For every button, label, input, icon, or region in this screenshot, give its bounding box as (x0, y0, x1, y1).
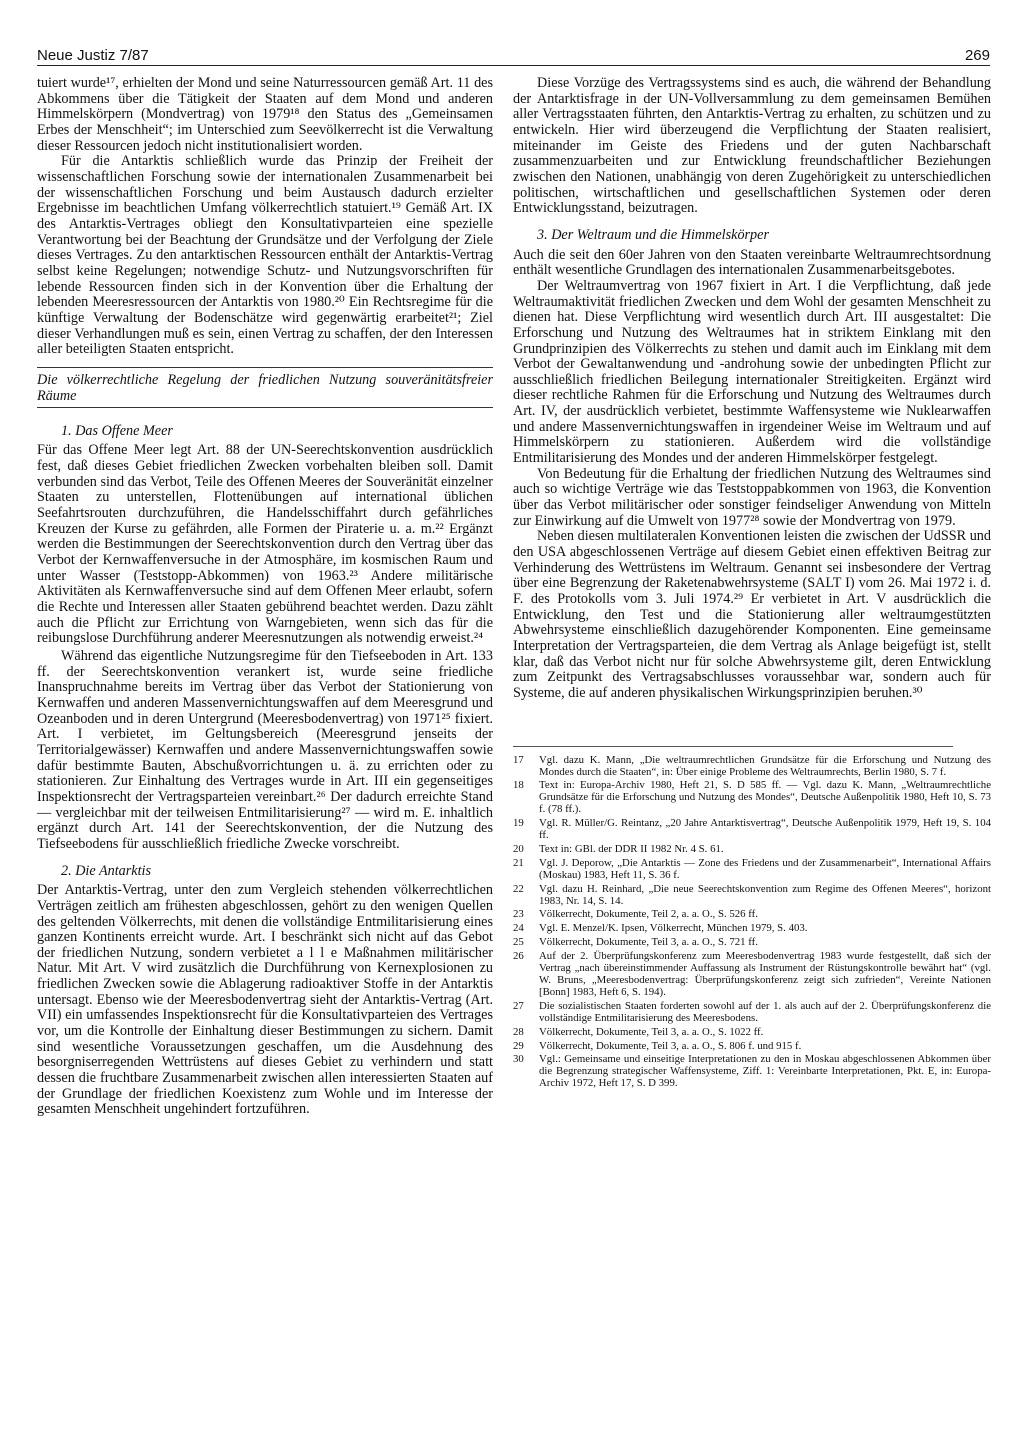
paragraph: Für die Antarktis schließlich wurde das Prinzip der Freiheit der wissenschaftlichen Forschung sowie der internationalen Zusammenarbeit bei der wissenschaftlichen Forschung und beim Austausch dadurch erzielter Ergebnisse im beachtlichen Umfang völkerrechtlich statuiert.¹⁹ Gemäß Art. IX des Antarktis-Vertrages obliegt den Konsultativparteien eine spezielle Verantwortung bei der Beachtung der Grundsätze und der Verfolgung der Ziele dieses Vertrages. Zu den antarktischen Ressourcen enthält der Antarktis-Vertrag selbst keine Regelungen; notwendige Schutz- und Nutzungsvorschriften für lebende Ressourcen finden sich in der Konvention über die Erhaltung der lebenden Meeresressourcen der Antarktis von 1980.²⁰ Ein Rechtsregime für die künftige Verwaltung der Bodenschätze wird gegenwärtig erarbeitet²¹; Ziel dieser Verhandlungen muß es sein, einen Vertrag zu schaffen, der den Interessen aller beteiligten Staaten entspricht. (37, 153, 493, 358)
footnote-number: 24 (513, 922, 524, 935)
footnote-number: 26 (513, 950, 524, 963)
footnote (513, 818, 991, 842)
paragraph: Während das eigentliche Nutzungsregime für den Tiefseeboden in Art. 133 ff. der Seerechtskonvention verankert ist, wurde seine friedliche Inanspruchnahme bereits im Vertrag über das Verbot der Stationierung von Kernwaffen und anderen Massenvernichtungswaffen auf dem Meeresgrund und Ozeanboden und in deren Untergrund (Meeresbodenvertrag) von 1971²⁵ fixiert. Art. I verbietet, im Geltungsbereich (Meeresgrund jenseits der Territorialgewässer) Kernwaffen und andere Massenvernichtungswaffen sowie dafür bestimmte Bauten, Abschußvorrichtungen u. ä. zu errichten oder zu stationieren. Zur Einhaltung des Vertrages wurde in Art. III ein gegenseitiges Inspektionsrecht der Vertragsparteien vereinbart.²⁶ Der dadurch erreichte Stand — vergleichbar mit der teilweisen Entmilitarisierung²⁷ — wird m. E. inhaltlich ergänzt durch Art. 141 der Seerechtskonvention, der die Nutzung des Tiefseebodens für ausschließlich friedliche Zwecke vorschreibt. (37, 648, 493, 852)
footnote-number: 18 (513, 779, 524, 792)
footnote-number: 27 (513, 999, 524, 1012)
section-heading: Die völkerrechtliche Regelung der friedlichen Nutzung souveränitätsfreier Räume (37, 367, 493, 408)
footnote (513, 937, 991, 949)
footnote-number: 17 (513, 753, 524, 766)
footnote-number: 28 (513, 1025, 524, 1038)
footnote-number: 19 (513, 817, 524, 830)
footnote-text: Auf der 2. Überprüfungskonferenz zum Meeresbodenvertrag 1983 wurde festgestellt, daß sich der Vertrag „nach übereinstimmender Auffassung als Instrument der Rüstungskontrolle bewährt hat“ (vgl. W. Bruns, „Meeresbodenvertrag: Überprüfungskonferenz zeigt sich zufrieden“, Vereinte Nationen [Bonn] 1983, Heft 6, S. 194). (539, 950, 991, 998)
paragraph: Neben diesen multilateralen Konventionen leisten die zwischen der UdSSR und den USA abgeschlossenen Verträge auf diesem Gebiet einen effektiven Beitrag zur Verhinderung des Wettrüstens im Weltraum. Genannt sei insbesondere der Vertrag über eine Begrenzung der Raketenabwehrsysteme (SALT I) vom 26. Mai 1972 i. d. F. des Protokolls vom 3. Juli 1974.²⁹ Er verbietet in Art. V ausdrücklich die Entwicklung, den Test und die Stationierung aller weltraumgestützten Abwehrsysteme einschließlich dazugehörender Komponenten. Eine gemeinsame Interpretation der Vertragsparteien, die dem Vertrag als Anlage beigefügt ist, stellt klar, daß das Verbot nicht nur für solche Abwehrsysteme gilt, deren Entwicklung zum Zeitpunkt des Vertragsabschlusses voraussehbar war, sondern auch für Systeme, die auf anderen physikalischen Wirkungsprinzipien beruhen.³⁰ (513, 528, 991, 701)
footnote (513, 951, 991, 999)
footnote-rule (513, 746, 953, 747)
header-rule (37, 65, 990, 66)
footnote (513, 755, 991, 779)
footnote-text: Völkerrecht, Dokumente, Teil 3, a. a. O., S. 1022 ff. (539, 1025, 764, 1038)
footnote-text: Völkerrecht, Dokumente, Teil 3, a. a. O., S. 806 f. und 915 f. (539, 1039, 802, 1052)
footnote-text: Text in: GBl. der DDR II 1982 Nr. 4 S. 61. (539, 842, 724, 855)
footnote-number: 22 (513, 882, 524, 895)
paragraph: Auch die seit den 60er Jahren von den Staaten vereinbarte Weltraumrechtsordnung enthält wesentliche Grundlagen des internationalen Zusammenarbeitsgebotes. (513, 246, 991, 279)
footnote (513, 923, 991, 935)
footnote-text: Völkerrecht, Dokumente, Teil 2, a. a. O., S. 526 ff. (539, 908, 758, 921)
footnote-number: 25 (513, 936, 524, 949)
paragraph: Für das Offene Meer legt Art. 88 der UN-Seerechtskonvention ausdrücklich fest, daß dieses Gebiet friedlichen Zwecken vorbehalten bleiben soll. Damit verbunden sind das Verbot, Teile des Offenen Meeres der Souveränität einzelner Staaten zu unterstellen, Flottenübungen auf international üblichen Seefahrtsrouten durchzuführen, die Handelsschiffahrt durch gefährliches Kreuzen der Kurse zu gefährden, alle Formen der Piraterie u. a. m.²² Ergänzt werden die Bestimmungen der Seerechtskonvention durch den Vertrag über das Verbot der Kernwaffenversuche in der Atmosphäre, im kosmischen Raum und unter Wasser (Teststopp-Abkommen) von 1963.²³ Andere militärische Aktivitäten als Kernwaffenversuche sind auf dem Offenen Meer erlaubt, sofern die Rechte und Interessen aller Staaten gebührend beachtet werden. Dazu zählt auch die Pflicht zur Errichtung von Warngebieten, wenn sich das für die reibungslose Durchführung anderer Meeresnutzungen als notwendig erweist.²⁴ (37, 442, 493, 647)
footnote-text: Die sozialistischen Staaten forderten sowohl auf der 1. als auch auf der 2. Überprüfungskonferenz die vollständige Entmilitarisierung des Meeresbodens. (539, 999, 991, 1024)
page-number: 269 (964, 47, 990, 64)
footnote-number: 30 (513, 1053, 524, 1066)
footnote-text: Völkerrecht, Dokumente, Teil 3, a. a. O., S. 721 ff. (539, 936, 758, 949)
footnote-text: Vgl.: Gemeinsame und einseitige Interpretationen zu den in Moskau abgeschlossenen Abkommen über die Begrenzung strategischer Waffensysteme, Ziff. 1: Vereinbarte Interpretationen, Pkt. E, in: Europa-Archiv 1972, Heft 17, S. D 399. (539, 1053, 991, 1090)
footnote (513, 884, 991, 908)
footnote-number: 21 (513, 856, 524, 869)
footnote-text: Vgl. J. Deporow, „Die Antarktis — Zone des Friedens und der Zusammenarbeit“, International Affairs (Moskau) 1983, Heft 11, S. 36 f. (539, 856, 991, 881)
footnote (513, 1054, 991, 1090)
footnote (513, 858, 991, 882)
footnotes (513, 755, 991, 1091)
subheading: 3. Der Weltraum und die Himmelskörper (537, 226, 769, 243)
footnote-number: 23 (513, 908, 524, 921)
footnote-text: Vgl. dazu H. Reinhard, „Die neue Seerechtskonvention zum Regime des Offenen Meeres“, horizont 1983, Nr. 14, S. 14. (539, 882, 991, 907)
footnote (513, 844, 991, 856)
footnote (513, 909, 991, 921)
footnote-text: Vgl. R. Müller/G. Reintanz, „20 Jahre Antarktisvertrag“, Deutsche Außenpolitik 1979, Heft 19, S. 104 ff. (539, 817, 991, 842)
subheading: 1. Das Offene Meer (61, 422, 173, 439)
paragraph: tuiert wurde¹⁷, erhielten der Mond und seine Naturressourcen gemäß Art. 11 des Abkommens über die Tätigkeit der Staaten auf dem Mond und anderen Himmelskörpern (Mondvertrag) von 1979¹⁸ den Status des „Gemeinsamen Erbes der Menschheit“; im Unterschied zum Seevölkerrecht ist die Verwaltung dieser Ressourcen jedoch nicht institutionalisiert worden. (37, 75, 493, 154)
footnote (513, 1001, 991, 1025)
page-header (37, 47, 990, 67)
footnote-number: 20 (513, 842, 524, 855)
paragraph: Der Weltraumvertrag von 1967 fixiert in Art. I die Verpflichtung, daß jede Weltraumaktivität friedlichen Zwecken und dem Wohl der gesamten Menschheit zu dienen hat. Diese Verpflichtung wird wesentlich durch Art. III ausgestaltet: Die Erforschung und Nutzung des Weltraumes hat in striktem Einklang mit den Grundprinzipien des Völkerrechts zu stehen und damit auch im Einklang mit dem Verbot der Gewaltanwendung und -androhung sowie der unbedingten Pflicht zur ausschließlich friedlichen Beilegung internationaler Streitigkeiten. Ergänzt wird dieser rechtliche Rahmen für die Erforschung und Nutzung des Weltraumes durch Art. IV, der ausdrücklich verbietet, bestimmte Waffensysteme wie Nuklearwaffen und andere Massenvernichtungswaffen in irgendeiner Weise im Weltraum und auf Himmelskörpern zu stationieren. Außerdem wird die vollständige Entmilitarisierung des Mondes und der anderen Himmelskörper festgelegt. (513, 277, 991, 467)
footnote (513, 780, 991, 816)
footnote (513, 1041, 991, 1053)
journal-title: Neue Justiz 7/87 (37, 47, 149, 64)
footnote-number: 29 (513, 1039, 524, 1052)
left-column (37, 76, 493, 1118)
paragraph: Von Bedeutung für die Erhaltung der friedlichen Nutzung des Weltraumes sind auch so wichtige Verträge wie das Teststoppabkommen von 1963, die Konvention über das Verbot militärischer oder sonstiger feindseliger Anwendung von Mitteln zur Einwirkung auf die Umwelt von 1977²⁸ sowie der Mondvertrag von 1979. (513, 465, 991, 529)
footnote-text: Text in: Europa-Archiv 1980, Heft 21, S. D 585 ff. — Vgl. dazu K. Mann, „Weltraumrechtliche Grundsätze für die Erforschung und Nutzung des Mondes“, Deutsche Außenpolitik 1980, Heft 10, S. 73 f. (78 ff.). (539, 779, 991, 816)
footnote-text: Vgl. E. Menzel/K. Ipsen, Völkerrecht, München 1979, S. 403. (539, 922, 808, 935)
paragraph: Diese Vorzüge des Vertragssystems sind es auch, die während der Behandlung der Antarktisfrage in der UN-Vollversammlung zu dem gemeinsamen Bemühen aller Vertragsstaaten führten, den Antarktis-Vertrag zu erhalten, zu schützen und zu entwickeln. Hier wird überzeugend die Verpflichtung der Staaten realisiert, miteinander im Geiste des Friedens und der guten Nachbarschaft zusammenzuarbeiten und zur Entwicklung freundschaftlicher Beziehungen zwischen den Nationen, unabhängig von deren Zugehörigkeit zu unterschiedlichen politischen, wirtschaftlichen und gesellschaftlichen Systemen oder deren Entwicklungsstand, beizutragen. (513, 75, 991, 217)
subheading: 2. Die Antarktis (61, 862, 151, 879)
paragraph: Der Antarktis-Vertrag, unter den zum Vergleich stehenden völkerrechtlichen Verträgen zeitlich am frühesten abgeschlossen, gehört zu den wenigen Quellen des geltenden Völkerrechts, mit denen die vollständige Entmilitarisierung eines ganzen Kontinents erreicht wurde. Art. I beschränkt sich nicht auf das Gebot der friedlichen Nutzung, sondern verbietet a l l e Maßnahmen militärischer Natur. Mit Art. V wird zusätzlich die Durchführung von Kernexplosionen zu friedlichen Zwecken sowie die Ablagerung radioaktiver Stoffe in der Antarktis untersagt. Ebenso wie der Meeresbodenvertrag sieht der Antarktis-Vertrag (Art. VII) ein umfassendes Inspektionsrecht für die Konsultativparteien des Vertrages vor, um die Kontrolle der Einhaltung dieser Bestimmungen zu sichern. Damit sind wesentliche Voraussetzungen geschaffen, um die Ausdehnung des besorgniserregenden Wettrüstens auf dieses Gebiet zu verhindern und statt dessen die fruchtbare Zusammenarbeit zwischen allen interessierten Staaten auf der Grundlage der friedlichen Koexistenz zum Wohle und im Interesse der gesamten Menschheit ungehindert fortzuführen. (37, 882, 493, 1118)
footnote (513, 1027, 991, 1039)
footnote-text: Vgl. dazu K. Mann, „Die weltraumrechtlichen Grundsätze für die Erforschung und Nutzung des Mondes durch die Staaten“, in: Über einige Probleme des Weltraumrechts, Berlin 1980, S. 7 f. (539, 753, 991, 778)
right-column (513, 76, 991, 1092)
